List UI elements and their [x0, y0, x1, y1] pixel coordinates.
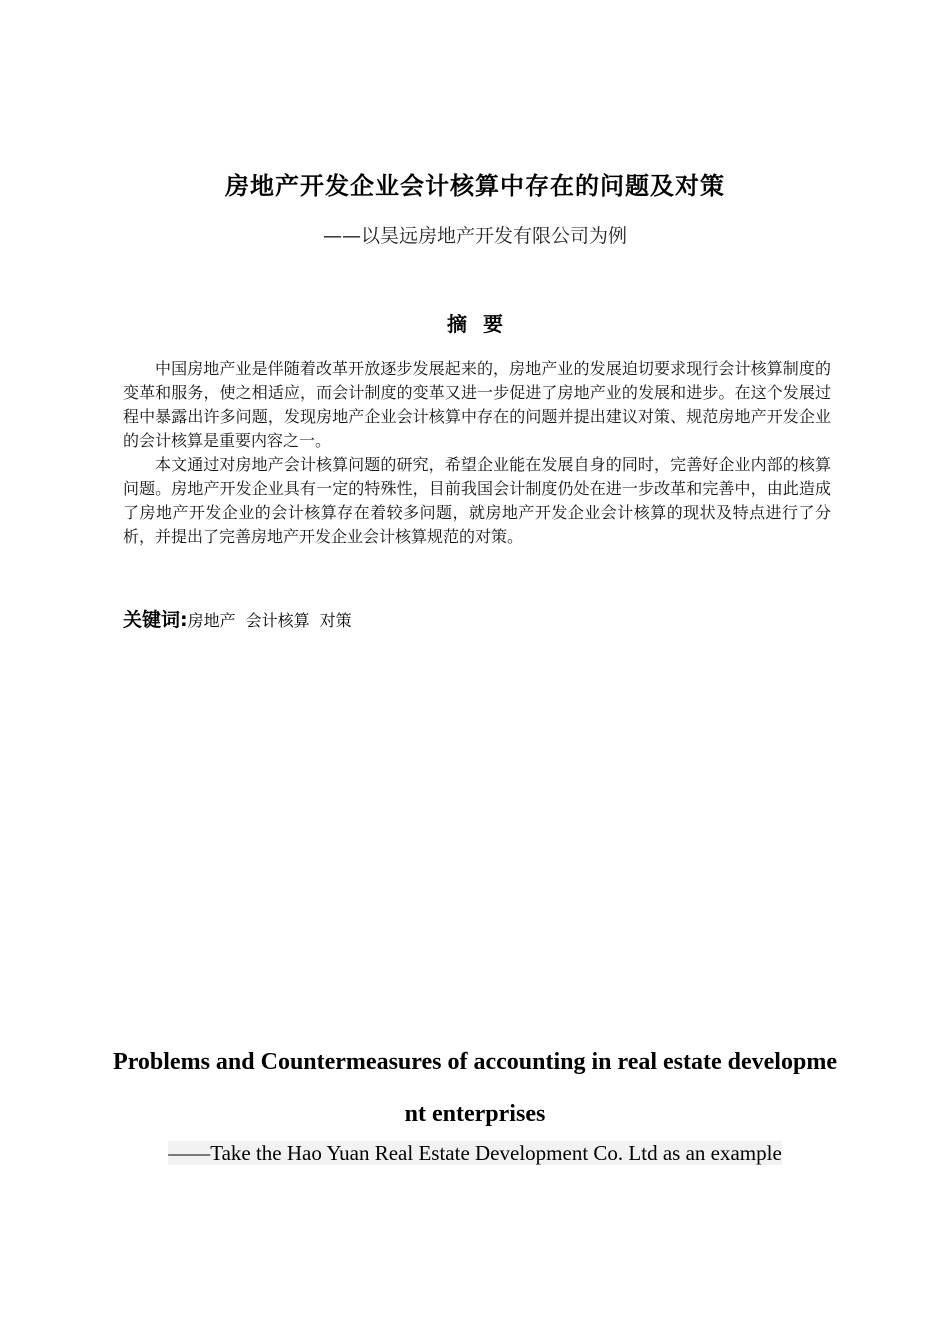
english-title: Problems and Countermeasures of accounting in real estate development enterprises — [113, 1049, 837, 1127]
abstract-paragraph-1: 中国房地产业是伴随着改革开放逐步发展起来的，房地产业的发展迫切要求现行会计核算制度的变革和服务，使之相适应，而会计制度的变革又进一步促进了房地产业的发展和进步。在这个发展过程中暴露出许多问题，发现房地产企业会计核算中存在的问题并提出建议对策、规范房地产开发企业的会计核算是重要内容之一。 — [123, 359, 831, 450]
abstract-heading: 摘要 — [447, 312, 519, 336]
keywords-line — [123, 607, 831, 634]
keyword-item: 对策 — [319, 611, 352, 630]
english-subtitle-text: ——Take the Hao Yuan Real Estate Development Co. Ltd as an example — [168, 1141, 782, 1165]
abstract-body — [123, 357, 831, 549]
chinese-subtitle: ——以昊远房地产开发有限公司为例 — [322, 225, 627, 247]
english-subtitle — [0, 1141, 950, 1166]
keywords-label: 关键词: — [123, 609, 188, 631]
chinese-title: 房地产开发企业会计核算中存在的问题及对策 — [225, 172, 725, 200]
abstract-paragraph-2: 本文通过对房地产会计核算问题的研究，希望企业能在发展自身的同时，完善好企业内部的核算问题。房地产开发企业具有一定的特殊性，目前我国会计制度仍处在进一步改革和完善中，由此造成了房地产开发企业的会计核算存在着较多问题，就房地产开发企业会计核算的现状及特点进行了分析，并提出了完善房地产开发企业会计核算规范的对策。 — [123, 455, 831, 546]
keyword-item: 房地产 — [187, 611, 236, 630]
keyword-item: 会计核算 — [245, 611, 310, 630]
